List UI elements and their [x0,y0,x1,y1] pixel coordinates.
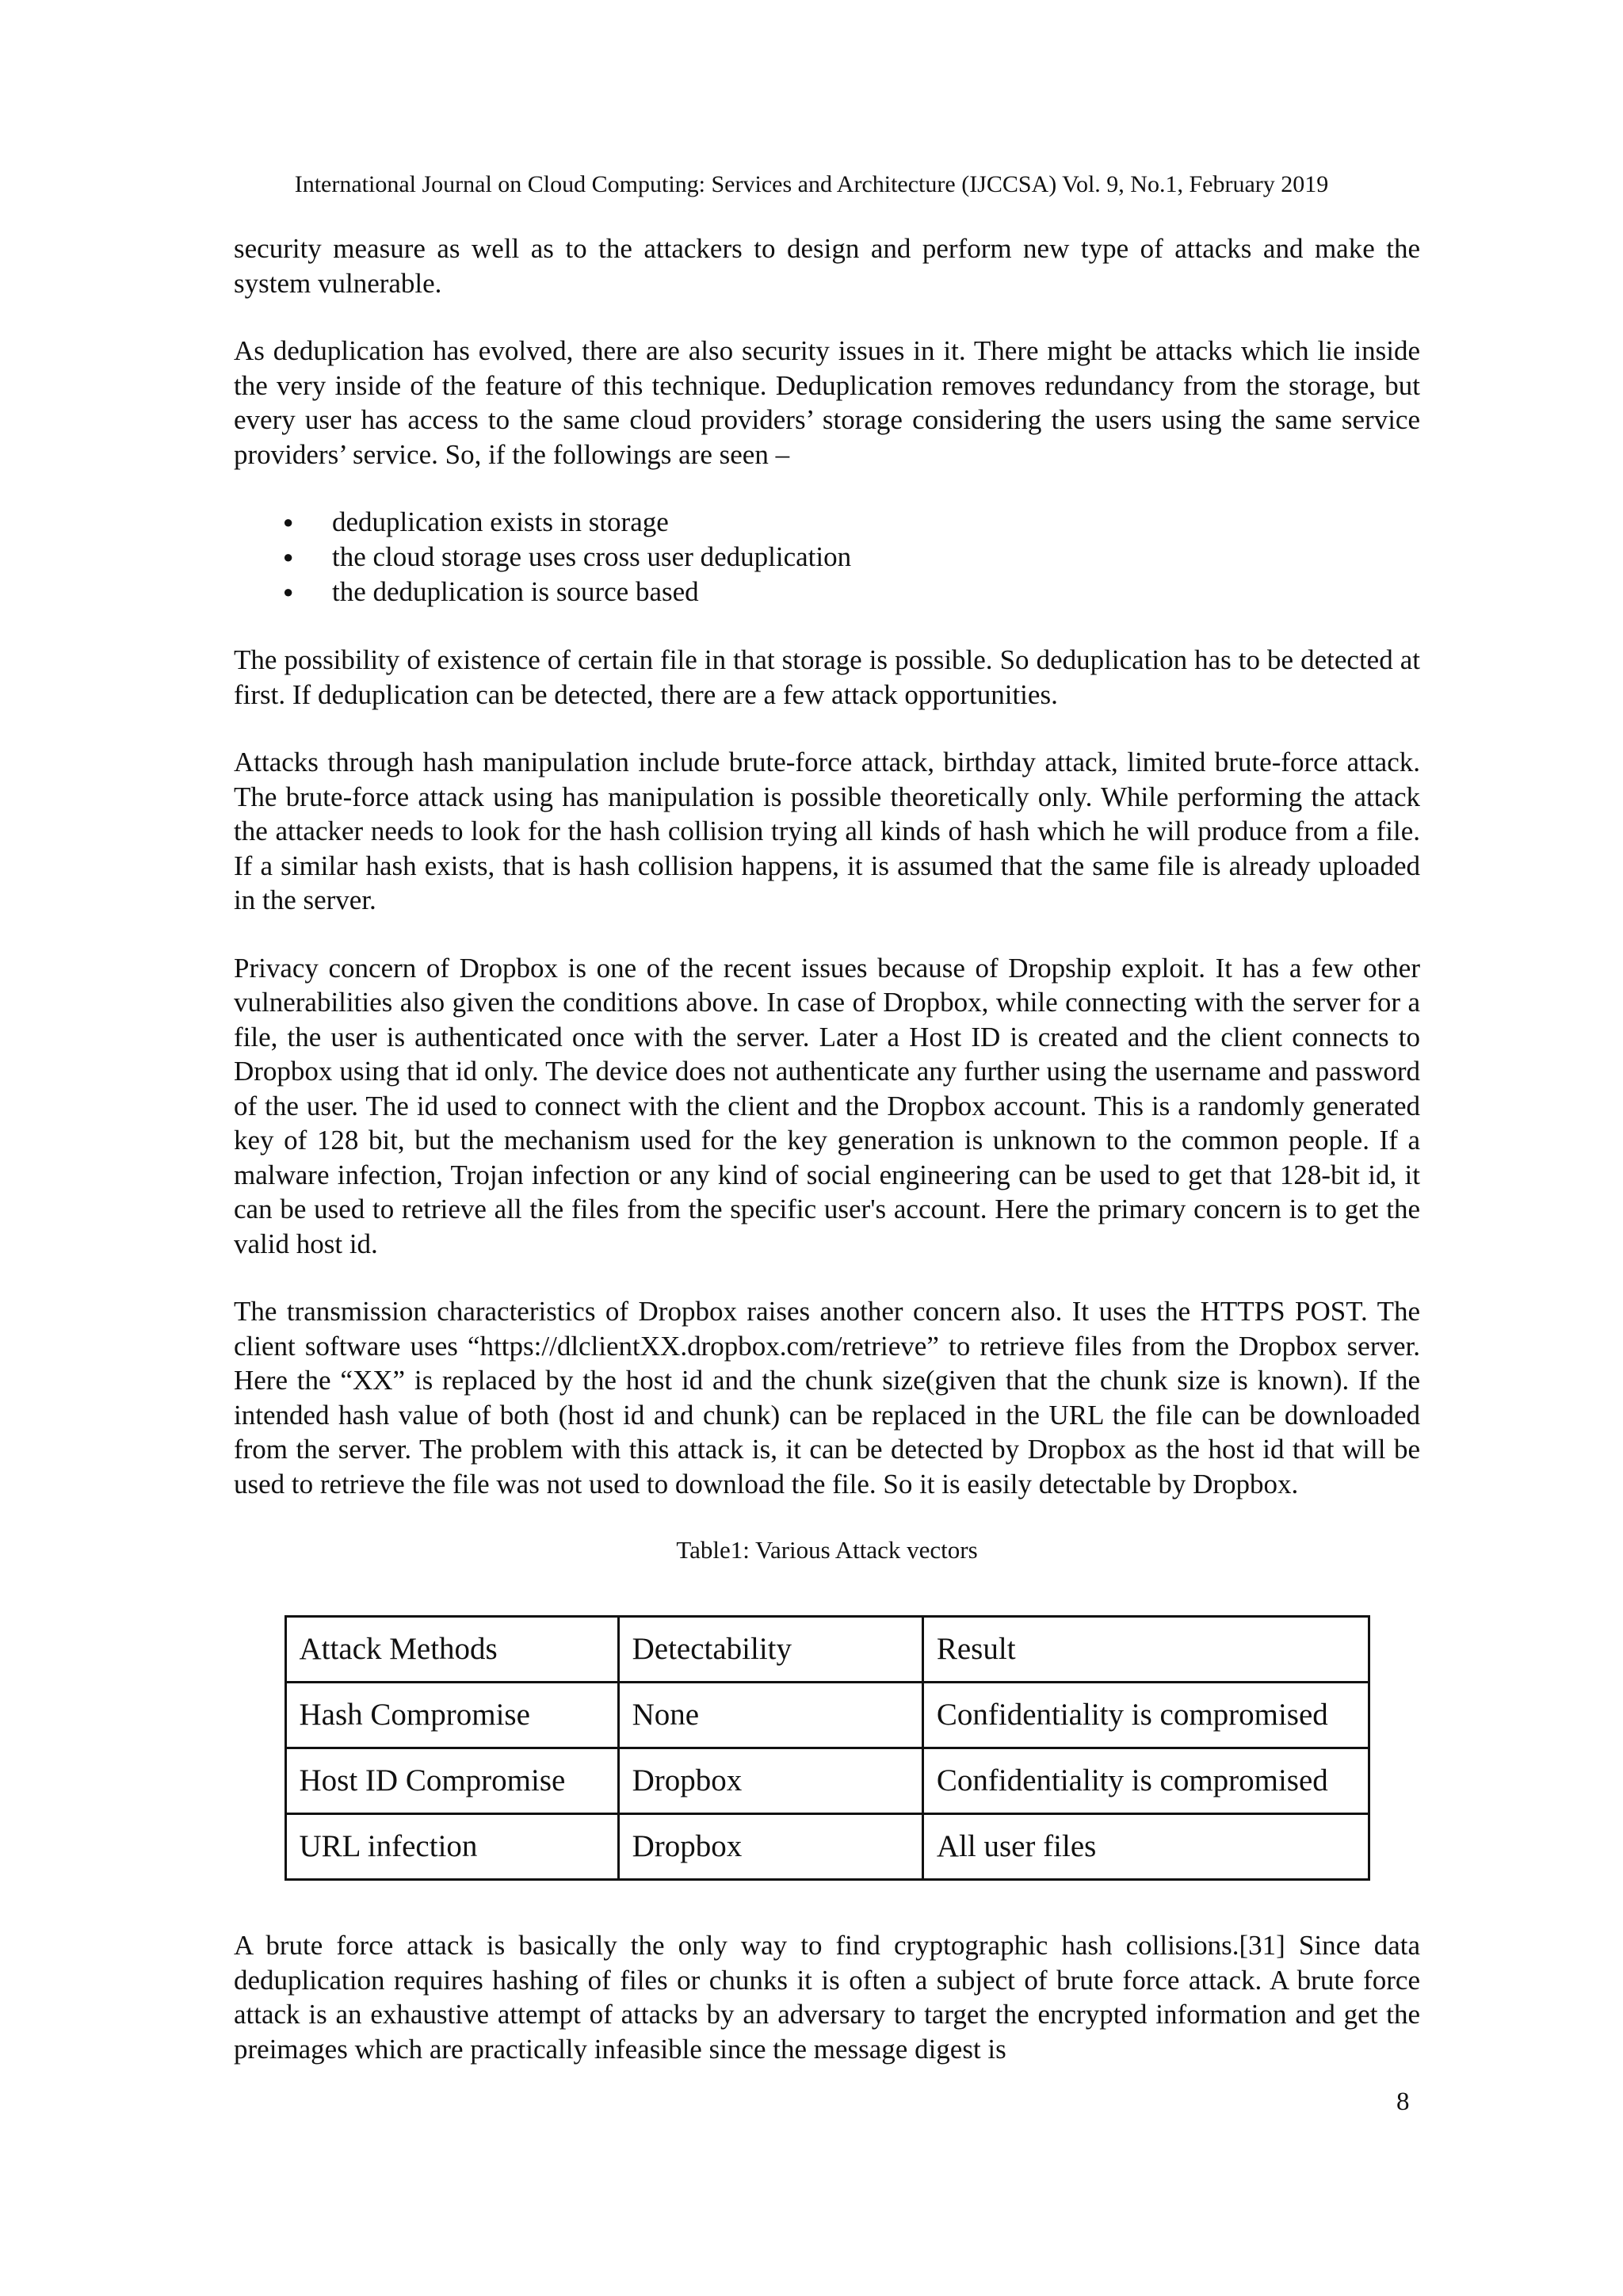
list-item [234,575,1420,609]
list-item-text: deduplication exists in storage [332,506,669,537]
table-cell: Hash Compromise [285,1683,618,1748]
list-item-text: the deduplication is source based [332,576,699,607]
table-cell: Dropbox [618,1814,922,1880]
page-number: 8 [1396,2088,1410,2116]
bullet-icon: ● [283,512,294,532]
body-text [234,231,1420,2099]
table-cell: Confidentiality is compromised [922,1683,1369,1748]
bullet-icon: ● [283,582,294,602]
table-row [285,1814,1369,1880]
paragraph-6: The transmission characteristics of Dropbox raises another concern also. It uses the HTTPS POST. The client software uses “https://dlclientXX.dropbox.com/retrieve” to retrieve files from the Dropbox server. Here the “XX” is replaced by the host id and the chunk size(given that the chunk size is known). If the intended hash value of both (host id and chunk) can be replaced in the URL the file can be downloaded from the server. The problem with this attack is, it can be detected by Dropbox as the host id that will be used to retrieve the file was not used to download the file. So it is easily detectable by Dropbox. [234,1296,1420,1499]
list-item [234,540,1420,575]
paragraph-4: Attacks through hash manipulation include brute-force attack, birthday attack, limited brute-force attack. The brute-force attack using has manipulation is possible theoretically only. While performing the attack the attacker needs to look for the hash collision trying all kinds of hash which he will produce from a file. If a similar hash exists, that is hash collision happens, it is assumed that the same file is already uploaded in the server. [234,747,1420,915]
table-header-row [285,1617,1369,1683]
header-cell-attack-methods: Attack Methods [285,1617,618,1683]
paragraph-3: The possibility of existence of certain file in that storage is possible. So deduplication has to be detected at first. If deduplication can be detected, there are a few attack opportunities. [234,644,1420,710]
list-item [234,505,1420,540]
paragraph-5: Privacy concern of Dropbox is one of the recent issues because of Dropship exploit. It has a few other vulnerabilities also given the conditions above. In case of Dropbox, while connecting with the server for a file, the user is authenticated once with the server. Later a Host ID is created and the client connects to Dropbox using that id only. The device does not authenticate any further using the username and password of the user. The id used to connect with the client and the Dropbox account. This is a randomly generated key of 128 bit, but the mechanism used for the key generation is unknown to the common people. If a malware infection, Trojan infection or any kind of social engineering can be used to get that 128-bit id, it can be used to retrieve all the files from the specific user's account. Here the primary concern is to get the valid host id. [234,952,1420,1259]
table-cell: All user files [922,1814,1369,1880]
running-header: International Journal on Cloud Computing: Services and Architecture (IJCCSA) Vol. 9, No.1, February 2019 [294,171,1329,197]
table-row [285,1683,1369,1748]
table-row [285,1748,1369,1814]
table-cell: Dropbox [618,1748,922,1814]
table-cell: Confidentiality is compromised [922,1748,1369,1814]
paragraph-2: As deduplication has evolved, there are also security issues in it. There might be attacks which lie inside the very inside of the feature of this technique. Deduplication removes redundancy from the storage, but every user has access to the same cloud providers’ storage considering the users using the same service providers’ service. So, if the followings are seen – [234,335,1420,470]
table-cell: Host ID Compromise [285,1748,618,1814]
bullet-icon: ● [283,547,294,567]
table-cell: URL infection [285,1814,618,1880]
list-item-text: the cloud storage uses cross user deduplication [332,541,852,572]
bullet-list [234,505,1420,609]
table-caption: Table1: Various Attack vectors [676,1536,978,1564]
header-cell-result: Result [922,1617,1369,1683]
table-cell: None [618,1683,922,1748]
attack-vectors-table [285,1615,1370,1881]
table-container [234,1615,1420,1881]
paragraph-1: security measure as well as to the attackers to design and perform new type of attacks and make the system vulnerable. [234,233,1420,299]
paragraph-7: A brute force attack is basically the only way to find cryptographic hash collisions.[31] Since data deduplication requires hashing of files or chunks it is often a subject of brute force attack. A brute force attack is an exhaustive attempt of attacks by an adversary to target the encrypted information and get the preimages which are practically infeasible since the message digest is [234,1930,1420,2065]
header-cell-detectability: Detectability [618,1617,922,1683]
